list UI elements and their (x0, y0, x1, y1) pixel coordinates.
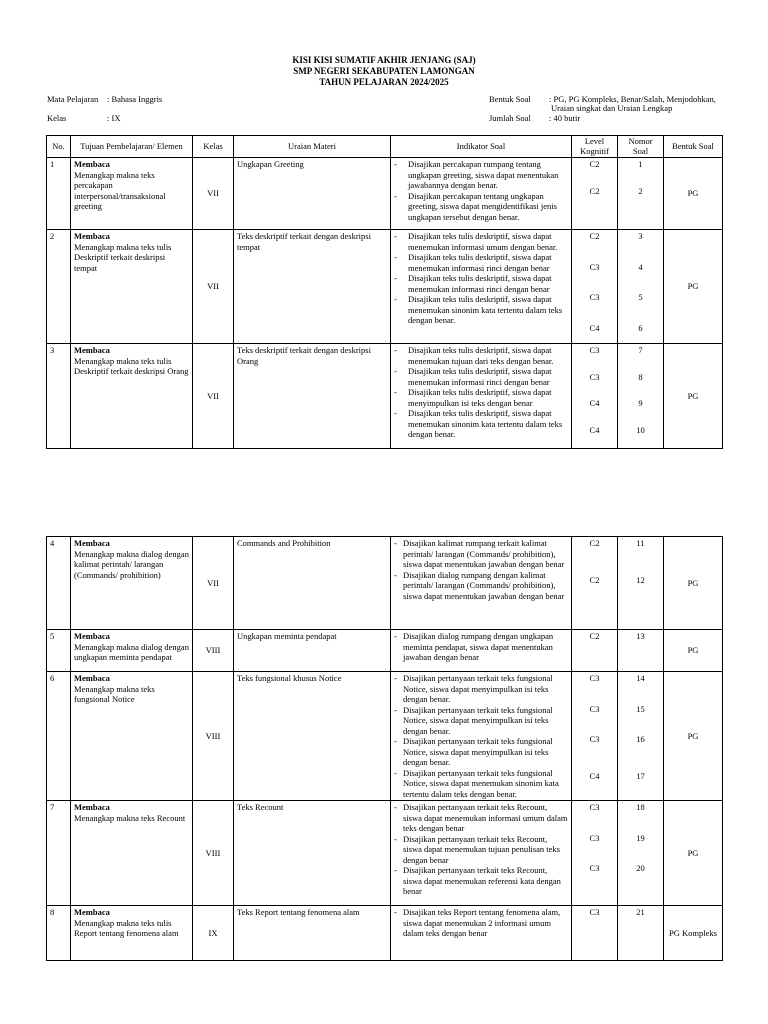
materi-cell: Teks Recount (234, 801, 391, 906)
col-materi: Uraian Materi (234, 136, 391, 158)
tujuan-text: Menangkap makna dialog dengan ungkapan meminta pendapat (74, 641, 189, 662)
level-value: C3 (589, 345, 600, 355)
level-cell (572, 630, 618, 672)
table-row (47, 906, 723, 961)
indicator-item: - Disajikan teks tulis deskriptif, siswa dapat menyimpulkan isi teks dengan benar (394, 387, 568, 408)
indicator-item: - Disajikan pertanyaan terkait teks Recount, siswa dapat menemukan informasi umum dalam teks dengan benar (394, 802, 568, 834)
col-nomor: Nomor Soal (618, 136, 664, 158)
nomor-cell (618, 158, 664, 230)
title-line-2: SMP NEGERI SEKABUPATEN LAMONGAN (293, 66, 475, 76)
level-value: C2 (589, 159, 600, 169)
level-value: C3 (589, 261, 600, 272)
kelas-cell: VIII (193, 672, 234, 801)
indicator-item: - Disajikan percakapan rumpang tentang ungkapan greeting, siswa dapat menentukan jawabannya dengan benar. (394, 159, 568, 191)
level-value: C2 (589, 185, 600, 196)
question-number: 1 (638, 159, 643, 169)
question-number: 4 (638, 261, 643, 272)
level-value: C3 (589, 832, 600, 843)
kelas-cell: VII (193, 537, 234, 630)
kelas-cell: IX (193, 906, 234, 961)
element-name: Membaca (74, 345, 110, 355)
indikator-cell (391, 158, 572, 230)
level-value: C2 (589, 631, 600, 641)
tujuan-text: Menangkap makna dialog dengan kalimat perintah/ larangan (Commands/ prohibition) (74, 548, 189, 580)
question-number: 19 (636, 832, 645, 843)
tujuan-cell (71, 801, 193, 906)
table-row (47, 158, 723, 230)
indikator-cell (391, 537, 572, 630)
question-number: 6 (638, 322, 643, 333)
indicator-list (394, 802, 568, 897)
indikator-cell (391, 630, 572, 672)
class-label: Kelas (47, 113, 67, 123)
col-indikator: Indikator Soal (391, 136, 572, 158)
bentuk-cell: PG (664, 230, 723, 344)
element-name: Membaca (74, 538, 110, 548)
indicator-item: - Disajikan dialog rumpang dengan ungkapan meminta pendapat, siswa dapat menentukan jawaban dengan benar (394, 631, 568, 663)
row-number: 7 (47, 801, 71, 906)
level-value: C3 (589, 292, 600, 302)
element-name: Membaca (74, 907, 110, 917)
indicator-list (394, 538, 568, 601)
grid-table-page-1 (46, 135, 723, 449)
indicator-list (394, 159, 568, 222)
col-level: Level Kognitif (572, 136, 618, 158)
tujuan-text: Menangkap makna teks tulis Report tentang fenomena alam (74, 917, 179, 938)
element-name: Membaca (74, 231, 110, 241)
table-row (47, 630, 723, 672)
indicator-item: - Disajikan pertanyaan terkait teks fungsional Notice, siswa dapat menyimpulkan isi teks dengan benar. (394, 705, 568, 737)
level-value: C3 (589, 863, 600, 873)
indicator-item: - Disajikan teks tulis deskriptif, siswa dapat menemukan informasi umum dengan benar. (394, 231, 568, 252)
indicator-item: - Disajikan teks tulis deskriptif, siswa dapat menemukan sinonim kata tertentu dalam teks dengan benar. (394, 408, 568, 440)
nomor-cell (618, 344, 664, 449)
level-value: C2 (589, 574, 600, 585)
kelas-cell: VII (193, 230, 234, 344)
indicator-item: - Disajikan pertanyaan terkait teks Recount, siswa dapat menemukan referensi kata dengan benar (394, 865, 568, 897)
indicator-item: - Disajikan teks tulis deskriptif, siswa dapat menemukan informasi rinci dengan benar (394, 252, 568, 273)
level-cell (572, 158, 618, 230)
question-number: 9 (638, 398, 643, 408)
level-value: C3 (589, 734, 600, 744)
indicator-item: - Disajikan pertanyaan terkait teks fungsional Notice, siswa dapat menyimpulkan isi teks dengan benar. (394, 673, 568, 705)
element-name: Membaca (74, 631, 110, 641)
question-number: 16 (636, 734, 645, 744)
nomor-cell (618, 537, 664, 630)
nomor-cell (618, 230, 664, 344)
level-value: C2 (589, 538, 600, 548)
bentuk-cell: PG (664, 630, 723, 672)
indicator-list (394, 907, 568, 939)
document-title (0, 55, 768, 88)
row-number: 2 (47, 230, 71, 344)
nomor-cell (618, 801, 664, 906)
level-cell (572, 344, 618, 449)
indicator-item: - Disajikan pertanyaan terkait teks fungsional Notice, siswa dapat menemukan sinonim kata tertentu dalam teks dengan benar. (394, 768, 568, 800)
nomor-cell (618, 906, 664, 961)
level-value: C4 (589, 424, 600, 435)
kelas-cell: VIII (193, 630, 234, 672)
level-value: C3 (589, 703, 600, 714)
tujuan-text: Menangkap makna teks tulis Deskriptif terkait deskripsi tempat (74, 241, 172, 273)
question-number: 15 (636, 703, 645, 714)
table-row (47, 672, 723, 801)
count-label: Jumlah Soal (489, 113, 531, 123)
indikator-cell (391, 906, 572, 961)
tujuan-text: Menangkap makna teks percakapan interpersonal/transaksional greeting (74, 169, 166, 211)
indicator-item: - Disajikan pertanyaan terkait teks fungsional Notice, siswa dapat menyimpulkan isi teks dengan benar. (394, 736, 568, 768)
level-value: C4 (589, 770, 600, 781)
question-number: 17 (636, 770, 645, 781)
row-number: 8 (47, 906, 71, 961)
count-info (489, 113, 580, 124)
question-number: 20 (636, 863, 645, 873)
table-row (47, 801, 723, 906)
question-number: 10 (636, 424, 645, 435)
title-line-1: KISI KISI SUMATIF AKHIR JENJANG (SAJ) (292, 55, 476, 65)
bentuk-cell: PG Kompleks (664, 906, 723, 961)
indicator-item: - Disajikan teks tulis deskriptif, siswa dapat menemukan tujuan dari teks dengan benar. (394, 345, 568, 366)
indicator-item: - Disajikan kalimat rumpang terkait kalimat perintah/ larangan (Commands/ prohibition), siswa dapat menentukan jawaban dengan benar (394, 538, 568, 570)
indicator-item: - Disajikan teks Report tentang fenomena alam, siswa dapat menemukan 2 informasi umum dalam teks dengan benar (394, 907, 568, 939)
materi-cell: Commands and Prohibition (234, 537, 391, 630)
materi-cell: Ungkapan meminta pendapat (234, 630, 391, 672)
form-value-2: Uraian singkat dan Uraian Lengkap (551, 103, 673, 113)
indicator-list (394, 673, 568, 799)
bentuk-cell: PG (664, 672, 723, 801)
bentuk-cell: PG (664, 537, 723, 630)
question-number: 13 (636, 631, 645, 641)
materi-cell: Ungkapan Greeting (234, 158, 391, 230)
materi-cell: Teks deskriptif terkait dengan deskripsi Orang (234, 344, 391, 449)
kelas-cell: VII (193, 344, 234, 449)
indicator-item: - Disajikan pertanyaan terkait teks Recount, siswa dapat menemukan tujuan penulisan teks dengan benar (394, 834, 568, 866)
row-number: 6 (47, 672, 71, 801)
level-cell (572, 801, 618, 906)
question-number: 14 (636, 673, 645, 683)
subject-value: : Bahasa Inggris (107, 94, 163, 104)
level-cell (572, 537, 618, 630)
tujuan-cell (71, 906, 193, 961)
bentuk-cell: PG (664, 801, 723, 906)
question-number: 12 (636, 574, 645, 585)
tujuan-text: Menangkap makna teks Recount (74, 812, 186, 823)
indicator-item: - Disajikan teks tulis deskriptif, siswa dapat menemukan informasi rinci dengan benar (394, 273, 568, 294)
question-number: 3 (638, 231, 643, 241)
row-number: 4 (47, 537, 71, 630)
materi-cell: Teks fungsional khusus Notice (234, 672, 391, 801)
indicator-item: - Disajikan dialog rumpang dengan kalimat perintah/ larangan (Commands/ prohibition), siswa dapat menentukan jawaban dengan benar (394, 570, 568, 602)
form-value-1: : PG, PG Kompleks, Benar/Salah, Menjodohkan, (549, 94, 716, 104)
question-number: 11 (636, 538, 645, 548)
grid-table-page-2 (46, 536, 723, 961)
question-number: 5 (638, 292, 643, 302)
question-number: 8 (638, 371, 643, 382)
bentuk-cell: PG (664, 344, 723, 449)
class-value: : IX (107, 113, 121, 123)
element-name: Membaca (74, 802, 110, 812)
kelas-cell: VII (193, 158, 234, 230)
form-label: Bentuk Soal (489, 94, 531, 104)
indikator-cell (391, 801, 572, 906)
tujuan-cell (71, 344, 193, 449)
indicator-item: - Disajikan teks tulis deskriptif, siswa dapat menemukan informasi rinci dengan benar (394, 366, 568, 387)
tujuan-cell (71, 672, 193, 801)
indicator-list (394, 345, 568, 440)
level-value: C4 (589, 322, 600, 333)
question-number: 18 (636, 802, 645, 812)
table-row (47, 537, 723, 630)
tujuan-cell (71, 537, 193, 630)
class-info (47, 113, 120, 124)
col-no: No. (47, 136, 71, 158)
title-line-3: TAHUN PELAJARAN 2024/2025 (319, 77, 449, 87)
nomor-cell (618, 630, 664, 672)
level-value: C2 (589, 231, 600, 241)
question-number: 21 (636, 907, 645, 917)
table-row (47, 344, 723, 449)
indicator-list (394, 231, 568, 326)
materi-cell: Teks Report tentang fenomena alam (234, 906, 391, 961)
question-number: 2 (638, 185, 643, 196)
indikator-cell (391, 230, 572, 344)
level-value: C3 (589, 907, 600, 917)
level-value: C3 (589, 371, 600, 382)
row-number: 1 (47, 158, 71, 230)
indikator-cell (391, 672, 572, 801)
tujuan-text: Menangkap makna teks tulis Deskriptif terkait deskripsi Orang (74, 355, 189, 376)
level-value: C3 (589, 802, 600, 812)
bentuk-cell: PG (664, 158, 723, 230)
col-bentuk: Bentuk Soal (664, 136, 723, 158)
level-value: C4 (589, 398, 600, 408)
level-cell (572, 906, 618, 961)
level-cell (572, 230, 618, 344)
row-number: 3 (47, 344, 71, 449)
row-number: 5 (47, 630, 71, 672)
element-name: Membaca (74, 159, 110, 169)
kelas-cell: VIII (193, 801, 234, 906)
subject-label: Mata Pelajaran (47, 94, 99, 104)
level-cell (572, 672, 618, 801)
tujuan-cell (71, 230, 193, 344)
subject-info (47, 94, 162, 105)
header-row (47, 136, 723, 158)
col-kelas: Kelas (193, 136, 234, 158)
materi-cell: Teks deskriptif terkait dengan deskripsi tempat (234, 230, 391, 344)
level-value: C3 (589, 673, 600, 683)
tujuan-text: Menangkap makna teks fungsional Notice (74, 683, 155, 704)
tujuan-cell (71, 158, 193, 230)
indikator-cell (391, 344, 572, 449)
indicator-item: - Disajikan teks tulis deskriptif, siswa dapat menemukan sinonim kata tertentu dalam teks dengan benar. (394, 294, 568, 326)
nomor-cell (618, 672, 664, 801)
indicator-list (394, 631, 568, 663)
question-number: 7 (638, 345, 643, 355)
count-value: : 40 butir (549, 113, 581, 123)
col-tujuan: Tujuan Pembelajaran/ Elemen (71, 136, 193, 158)
table-row (47, 230, 723, 344)
indicator-item: - Disajikan percakapan tentang ungkapan greeting, siswa dapat mengidentifikasi jenis ungkapan tersebut dengan benar. (394, 191, 568, 223)
tujuan-cell (71, 630, 193, 672)
element-name: Membaca (74, 673, 110, 683)
